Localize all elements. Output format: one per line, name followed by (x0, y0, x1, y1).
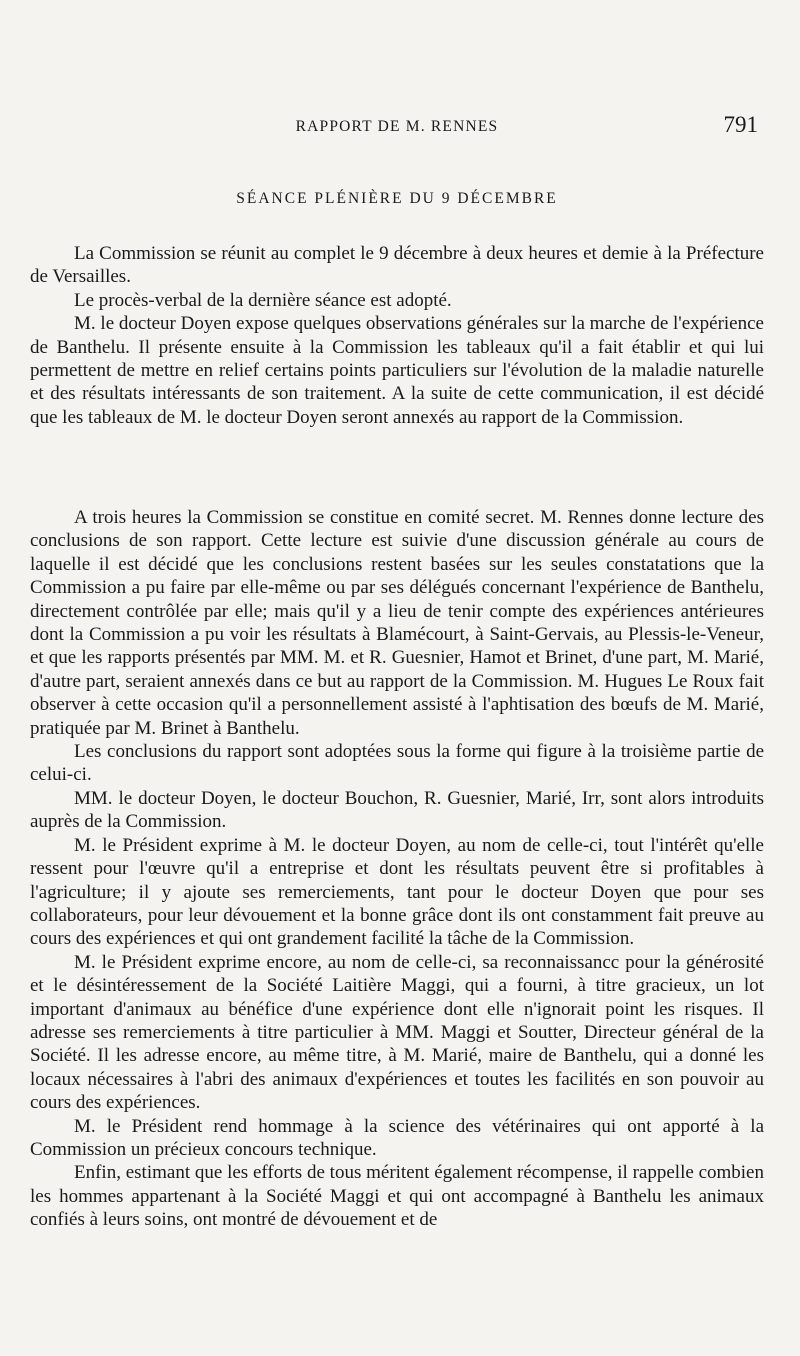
first-text-block (30, 242, 764, 429)
paragraph: Les conclusions du rapport sont adoptées sous la forme qui figure à la troisième partie de celui-ci. (30, 741, 764, 786)
running-header (30, 112, 764, 142)
running-title: RAPPORT DE M. RENNES (295, 118, 499, 135)
paragraph: MM. le docteur Doyen, le docteur Bouchon, R. Guesnier, Marié, Irr, sont alors introduits auprès de la Commission. (30, 787, 764, 833)
paragraph: Le procès-verbal de la dernière séance est adopté. (74, 289, 452, 311)
paragraph: M. le Président exprime encore, au nom de celle-ci, sa reconnaissancc pour la générosité et le désintéressement de la Société Laitière Maggi, qui a fourni, à titre gracieux, un lot important d'animaux au bénéfice d'une expérience dont elle n'ignorait point les risques. Il adresse ses remerciements à titre particulier à MM. Maggi et Soutter, Directeur général de la Société. Il les adresse encore, au même titre, à M. Marié, maire de Banthelu, qui a donné les locaux nécessaires à l'abri des animaux d'expériences et toutes les facilités en son pouvoir au cours des expériences. (30, 951, 764, 1114)
paragraph: La Commission se réunit au complet le 9 décembre à deux heures et demie à la Préfecture de Versailles. (30, 243, 764, 288)
paragraph: M. le Président rend hommage à la science des vétérinaires qui ont apporté à la Commission un précieux concours technique. (30, 1115, 764, 1160)
paragraph: M. le Président exprime à M. le docteur Doyen, au nom de celle-ci, tout l'intérêt qu'elle ressent pour l'œuvre qu'il a entreprise et dont les résultats peuvent être si profitables à l'agriculture; il y ajoute ses remerciements, tant pour le docteur Doyen que pour ses collaborateurs, pour leur dévouement et la bonne grâce dont ils ont constamment fait preuve au cours des expériences et qui ont grandement facilité la tâche de la Commission. (30, 834, 764, 950)
paragraph: Enfin, estimant que les efforts de tous méritent également récompense, il rappelle combien les hommes appartenant à la Société Maggi et qui ont accompagné à Banthelu les animaux confiés à leurs soins, ont montré de dévouement et de (30, 1162, 764, 1231)
second-text-block (30, 506, 764, 1232)
section-title: SÉANCE PLÉNIÈRE DU 9 DÉCEMBRE (236, 190, 558, 207)
page-number: 791 (723, 112, 758, 137)
paragraph: M. le docteur Doyen expose quelques observations générales sur la marche de l'expérience de Banthelu. Il présente ensuite à la Commission les tableaux qu'il a fait établir et qui lui permettent de mettre en relief certains points particuliers sur l'évolution de la maladie naturelle et des résultats intéressants de son traitement. A la suite de cette communication, il est décidé que les tableaux de M. le docteur Doyen seront annexés au rapport de la Commission. (30, 313, 764, 428)
paragraph: A trois heures la Commission se constitue en comité secret. M. Rennes donne lecture des conclusions de son rapport. Cette lecture est suivie d'une discussion générale au cours de laquelle il est décidé que les conclusions restent basées sur les seules constatations que la Commission a pu faire par elle-même ou par ses délégués concernant l'expérience de Banthelu, directement contrôlée par elle; mais qu'il y a lieu de tenir compte des expériences antérieures dont la Commission a pu voir les résultats à Blamécourt, à Saint-Gervais, au Plessis-le-Veneur, et que les rapports présentés par MM. M. et R. Guesnier, Hamot et Brinet, d'une part, M. Marié, d'autre part, seraient annexés dans ce but au rapport de la Commission. M. Hugues Le Roux fait observer à cette occasion qu'il a personnellement assisté à l'aphtisation des bœufs de M. Marié, pratiquée par M. Brinet à Banthelu. (30, 507, 764, 739)
